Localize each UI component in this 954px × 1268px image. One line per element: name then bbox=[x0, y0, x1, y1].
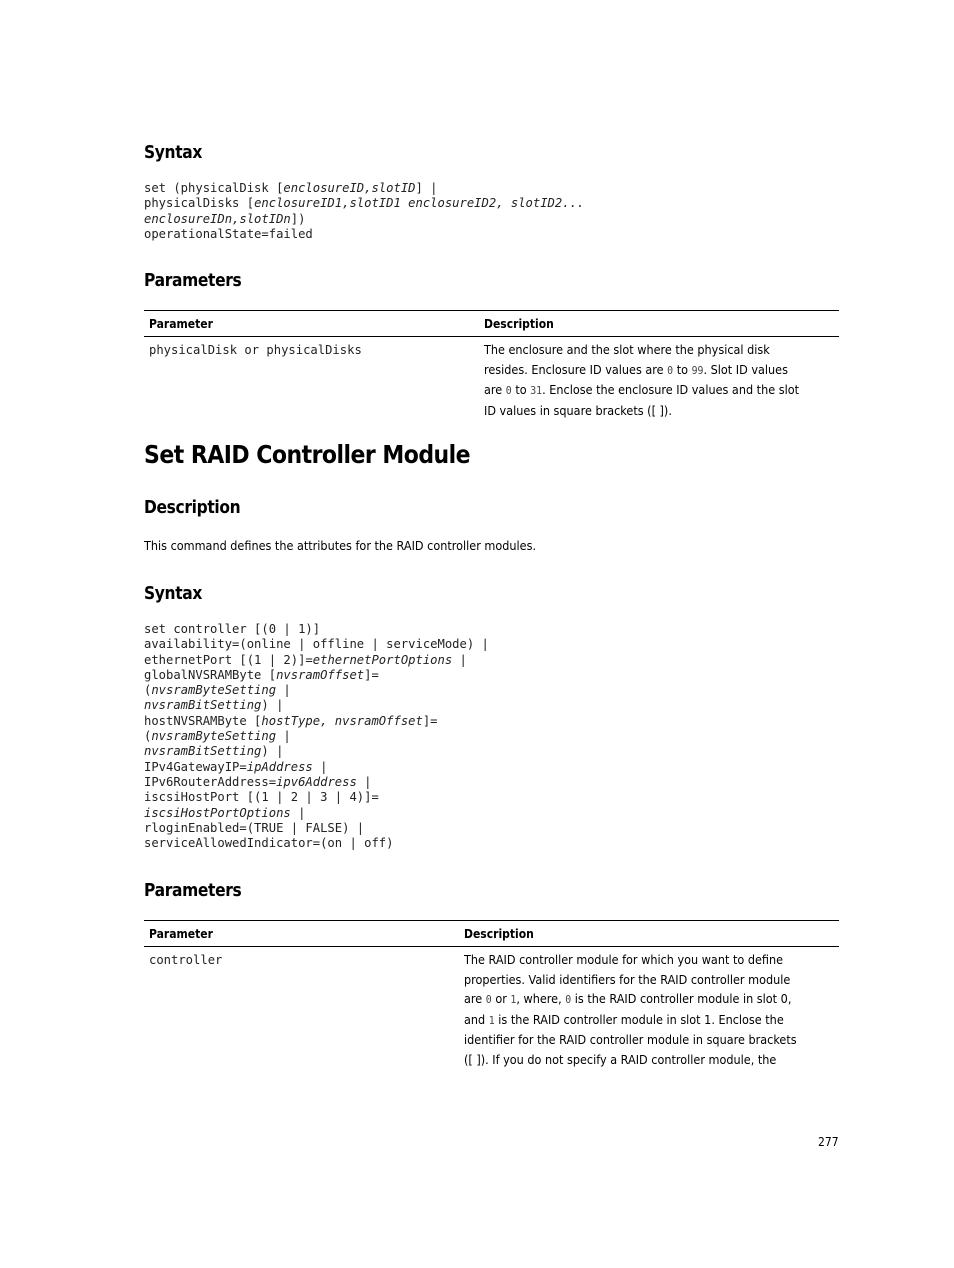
description-line: and 1 is the RAID controller module in slot 1. Enclose the bbox=[464, 1011, 785, 1027]
column-header-description: Description bbox=[479, 311, 839, 337]
code-line: iscsiHostPortOptions | bbox=[144, 805, 306, 820]
syntax-heading: Syntax bbox=[144, 142, 203, 163]
column-header-parameter: Parameter bbox=[144, 921, 459, 947]
table-row bbox=[144, 337, 839, 421]
code-line: iscsiHostPort [(1 | 2 | 3 | 4)]= bbox=[144, 790, 379, 805]
description-line: ID values in square brackets ([ ]). bbox=[484, 402, 672, 418]
section-title: Set RAID Controller Module bbox=[144, 440, 471, 469]
table-header-row bbox=[144, 921, 839, 947]
parameters-heading: Parameters bbox=[144, 270, 242, 291]
code-line: enclosureIDn,slotIDn]) bbox=[144, 211, 306, 226]
code-line: ethernetPort [(1 | 2)]=ethernetPortOptions | bbox=[144, 652, 467, 667]
description-line: ([ ]). If you do not specify a RAID controller module, the bbox=[464, 1051, 777, 1067]
table-header-row bbox=[144, 311, 839, 337]
code-line: globalNVSRAMByte [nvsramOffset]= bbox=[144, 667, 379, 682]
code-line: set (physicalDisk [enclosureID,slotID] | bbox=[144, 181, 438, 195]
code-line: IPv4GatewayIP=ipAddress | bbox=[144, 759, 328, 774]
code-line: nvsramBitSetting) | bbox=[144, 698, 284, 713]
code-line: nvsramBitSetting) | bbox=[144, 744, 284, 759]
description-line: are 0 to 31. Enclose the enclosure ID values and the slot bbox=[484, 382, 799, 398]
description-line: identifier for the RAID controller module in square brackets bbox=[464, 1032, 798, 1048]
description-line: resides. Enclosure ID values are 0 to 99. Slot ID values bbox=[484, 361, 788, 377]
code-line: hostNVSRAMByte [hostType, nvsramOffset]= bbox=[144, 713, 438, 728]
code-line: IPv6RouterAddress=ipv6Address | bbox=[144, 774, 372, 789]
code-line: availability=(online | offline | serviceMode) | bbox=[144, 637, 489, 652]
parameter-cell: physicalDisk or physicalDisks bbox=[149, 343, 362, 357]
table-row bbox=[144, 947, 839, 1070]
code-line: serviceAllowedIndicator=(on | off) bbox=[144, 836, 394, 851]
description-cell bbox=[459, 947, 839, 1070]
column-header-parameter: Parameter bbox=[144, 311, 479, 337]
column-header-description: Description bbox=[459, 921, 839, 947]
syntax-code-block bbox=[144, 181, 584, 242]
code-line: (nvsramByteSetting | bbox=[144, 683, 291, 698]
code-line: set controller [(0 | 1)] bbox=[144, 622, 321, 636]
description-heading: Description bbox=[144, 497, 241, 518]
description-line: properties. Valid identifiers for the RAID controller module bbox=[464, 971, 791, 987]
parameters-heading-2: Parameters bbox=[144, 880, 242, 901]
code-line: physicalDisks [enclosureID1,slotID1 enclosureID2, slotID2... bbox=[144, 196, 585, 211]
parameters-table-2 bbox=[144, 920, 839, 1070]
description-cell bbox=[479, 337, 839, 421]
page-number: 277 bbox=[818, 1135, 839, 1149]
description-text: This command defines the attributes for the RAID controller modules. bbox=[144, 538, 537, 553]
syntax-heading-2: Syntax bbox=[144, 583, 203, 604]
code-line: operationalState=failed bbox=[144, 226, 313, 241]
code-line: rloginEnabled=(TRUE | FALSE) | bbox=[144, 820, 365, 835]
description-line: The RAID controller module for which you want to define bbox=[464, 952, 784, 967]
description-line: The enclosure and the slot where the physical disk bbox=[484, 342, 770, 357]
description-line: are 0 or 1, where, 0 is the RAID controller module in slot 0, bbox=[464, 991, 792, 1007]
syntax-code-block-2 bbox=[144, 622, 489, 851]
code-line: (nvsramByteSetting | bbox=[144, 729, 291, 744]
parameters-table bbox=[144, 310, 839, 420]
parameter-cell: controller bbox=[149, 953, 223, 967]
